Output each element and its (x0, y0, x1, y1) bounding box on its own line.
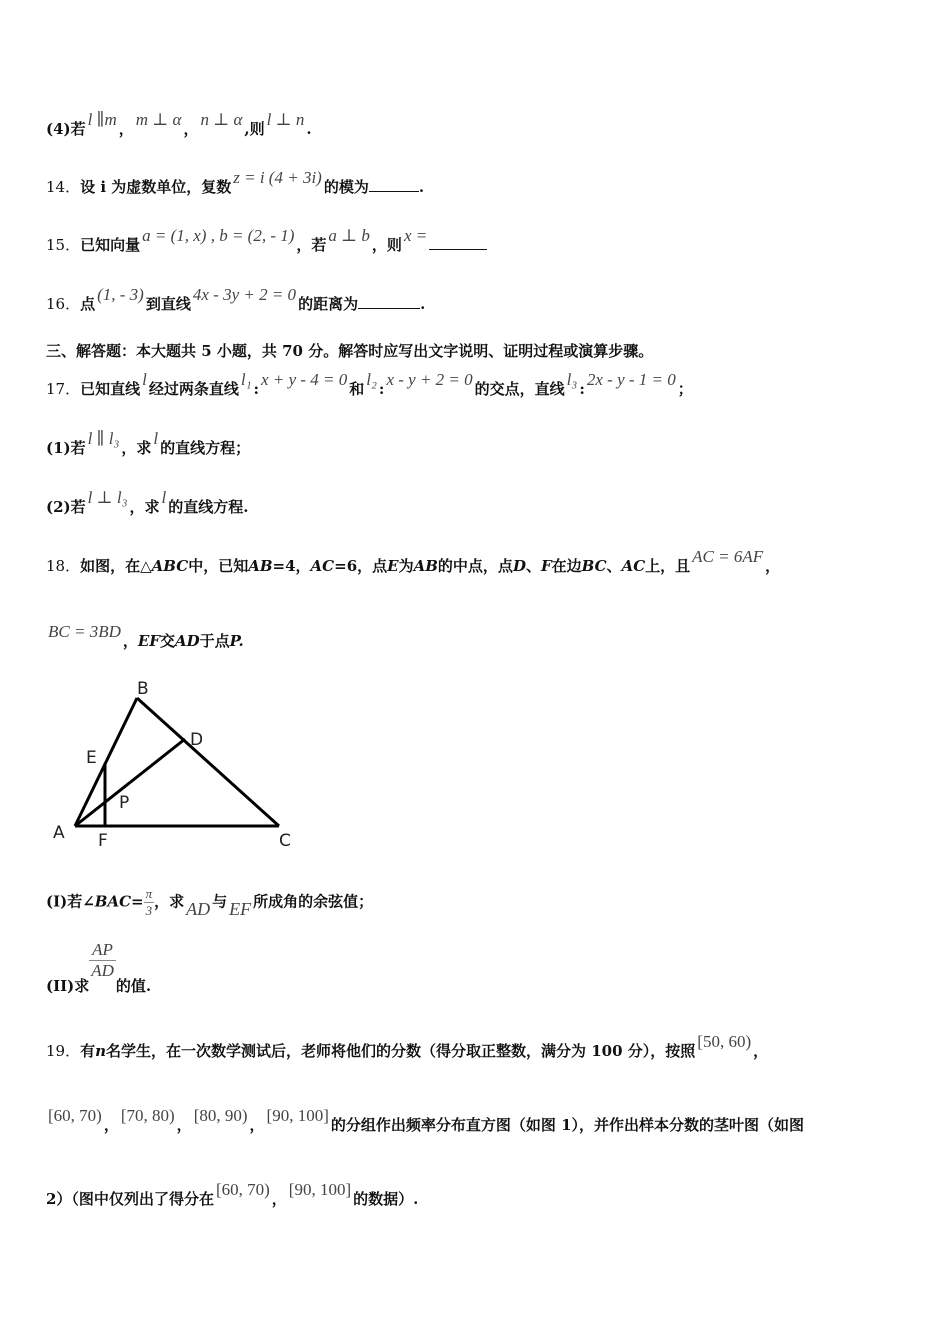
q17-math-l2: l₂ (366, 370, 377, 389)
math-n-perp-alpha: n ⊥ α (200, 110, 243, 129)
fraction-ap-over-ad (89, 940, 116, 981)
interval-50-60: [50, 60) (697, 1032, 752, 1051)
q17-math-l3: l₃ (566, 370, 578, 389)
q17-p2-math-l: l (161, 488, 167, 507)
q15-math-x: x = (403, 226, 428, 245)
q19-text3: 的分组作出频率分布直方图（如图 1），并作出样本分数的茎叶图（如图 (330, 1116, 805, 1134)
q17-math-l: l (142, 370, 147, 389)
frac-top: AP (89, 940, 116, 961)
q18-math-bc-3bd: BC = 3BD (48, 622, 121, 641)
q18-p2-prefix: (II)求 (46, 976, 90, 995)
label-p: P (119, 793, 130, 813)
q19-n: n (95, 1042, 107, 1060)
q18-p1-and: 与 (212, 892, 228, 911)
q18-text-c: 为 (398, 557, 414, 575)
label-c: C (279, 831, 291, 851)
q18-line2-c: 于点 (199, 632, 230, 650)
math-l-parallel-m: l ∥m (87, 110, 117, 129)
q18-bc: BC (581, 557, 607, 575)
frac-bottom: AD (91, 961, 114, 980)
q19-text1: 有 (80, 1042, 96, 1060)
q17-p1-math-l: l (153, 429, 159, 448)
vector-ad: AD (186, 898, 211, 919)
q16-text: 点 (80, 295, 96, 313)
q14-end: . (418, 178, 425, 196)
q15-text: 已知向量 (80, 236, 141, 254)
q17-p2-suffix: 的直线方程. (168, 498, 249, 516)
q18-d: D (512, 557, 526, 575)
q19-text4: 2）（图中仅列出了得分在 (46, 1190, 214, 1208)
q17-p1-text: ，求 (121, 439, 152, 457)
q19-comma1: ， (103, 1116, 119, 1134)
q17-p2-text: ，求 (129, 498, 160, 516)
q18-comma: ， (765, 557, 781, 575)
q15-math-perp: a ⊥ b (328, 226, 370, 245)
q19-comma3: ， (249, 1116, 265, 1134)
q17-math-l1: l₁ (240, 370, 252, 389)
triangle-figure (48, 672, 308, 852)
q18-ab: AB (248, 557, 273, 575)
q17-p1-suffix: 的直线方程； (160, 439, 251, 457)
prev-then: ,则 (244, 120, 265, 138)
label-a: A (53, 823, 65, 843)
question-14 (46, 168, 425, 197)
q18-ad: AD (174, 632, 200, 650)
q18-p2-end: 的值. (115, 976, 152, 995)
q18-abc: ABC (151, 557, 189, 575)
q17-part-1 (46, 429, 251, 458)
frac-bottom: 3 (145, 903, 153, 918)
q17-colon2: : (378, 380, 385, 398)
q17-number: 17． (46, 380, 81, 398)
q18-ac: AC (310, 557, 335, 575)
label-e: E (86, 748, 97, 768)
q16-math-point: (1, - 3) (97, 285, 144, 304)
interval-60-70-b: [60, 70) (215, 1180, 270, 1199)
q18-eq6: =6，点 (334, 557, 388, 575)
q18-text-a: 如图，在△ (80, 557, 152, 575)
frac-top: π (145, 886, 153, 901)
q19-comma4: ， (271, 1190, 287, 1208)
q17-p1-math: l ∥ l₃ (87, 429, 120, 448)
q15-math-vectors: a = (1, x) , b = (2, - 1) (142, 226, 295, 245)
interval-70-80: [70, 80) (120, 1106, 175, 1125)
q18-text-b: 中，已知 (188, 557, 249, 575)
q18-number: 18． (46, 557, 81, 575)
question-17 (46, 370, 693, 399)
q16-text3: 的距离为 (298, 295, 359, 313)
q18-sep: 、 (525, 557, 541, 575)
q17-text1: 已知直线 (80, 380, 141, 398)
q17-math-eq3: 2x - y - 1 = 0 (586, 370, 676, 389)
q16-math-line: 4x - 3y + 2 = 0 (192, 285, 297, 304)
q18-eq4: =4， (272, 557, 311, 575)
q19-comma0: ， (753, 1042, 769, 1060)
q14-text2: 的模为 (323, 178, 369, 196)
q17-colon3: : (579, 380, 585, 398)
q14-text: 设 i 为虚数单位，复数 (80, 178, 232, 196)
q18-p1-eq: = (131, 892, 144, 911)
q18-ac2: AC (621, 557, 646, 575)
q17-part-2 (46, 488, 249, 517)
q14-answer-blank[interactable] (369, 177, 419, 192)
q15-text2: ，若 (296, 236, 327, 254)
vector-ef: EF (229, 898, 252, 919)
math-l-perp-n: l ⊥ n (266, 110, 305, 129)
q14-math: z = i (4 + 3i) (233, 168, 322, 187)
question-18-line1 (46, 547, 781, 576)
label-b: B (137, 679, 149, 699)
q18-ab2: AB (413, 557, 438, 575)
q18-sep2: 、 (606, 557, 622, 575)
label-f: F (98, 831, 108, 851)
q18-text-e: 在边 (551, 557, 582, 575)
q17-p1-prefix: (1)若 (46, 439, 86, 457)
prev-item-4: (4)若 l ∥m ， m ⊥ α ， n ⊥ α ,则 l ⊥ n . (46, 110, 312, 138)
q17-math-eq1: x + y - 4 = 0 (261, 370, 348, 389)
section-3-heading: 三、解答题：本大题共 5 小题，共 70 分。解答时应写出文字说明、证明过程或演算步骤。 (46, 342, 654, 360)
q16-text2: 到直线 (145, 295, 191, 313)
prev-prefix: (4)若 (46, 120, 86, 138)
q16-answer-blank[interactable] (358, 294, 420, 309)
q18-part-2 (46, 940, 152, 995)
q18-ef: EF (137, 632, 160, 650)
q16-number: 16． (46, 295, 81, 313)
q19-text2: 名学生，在一次数学测试后，老师将他们的分数（得分取正整数，满分为 100 分），按照 (106, 1042, 696, 1060)
q19-comma2: ， (176, 1116, 192, 1134)
q17-p2-math: l ⊥ l₃ (87, 488, 128, 507)
q18-p1-bac: BAC (94, 892, 132, 911)
question-19-line2 (46, 1106, 805, 1135)
fraction-pi-over-3 (144, 886, 155, 919)
q18-f: F (540, 557, 552, 575)
q15-number: 15． (46, 236, 81, 254)
interval-90-100-b: [90, 100] (288, 1180, 352, 1199)
q18-p: P. (229, 632, 244, 650)
q18-line2-a: ， (122, 632, 138, 650)
interval-60-70: [60, 70) (48, 1106, 102, 1125)
q15-answer-blank[interactable] (429, 235, 487, 250)
q19-number: 19． (46, 1042, 81, 1060)
q18-line2-b: 交 (159, 632, 175, 650)
question-19-line1 (46, 1032, 769, 1061)
q17-math-eq2: x - y + 2 = 0 (386, 370, 473, 389)
q17-text3: 和 (349, 380, 365, 398)
prev-end: . (306, 120, 312, 138)
q18-p1-text: ，求 (154, 892, 185, 911)
question-16 (46, 285, 426, 314)
q18-text-f: 上，且 (645, 557, 691, 575)
q18-p1-prefix: (I)若∠ (46, 892, 95, 911)
interval-80-90: [80, 90) (193, 1106, 248, 1125)
question-19-line3 (46, 1180, 419, 1209)
q17-colon1: : (253, 380, 260, 398)
interval-90-100: [90, 100] (266, 1106, 329, 1125)
q17-text4: 的交点，直线 (474, 380, 565, 398)
q18-e: E (387, 557, 399, 575)
q16-end: . (420, 295, 426, 313)
q18-part-1 (46, 886, 373, 919)
q19-text5: 的数据）. (353, 1190, 419, 1208)
q14-number: 14． (46, 178, 81, 196)
q15-text3: ，则 (371, 236, 402, 254)
question-15 (46, 226, 487, 255)
q17-end: ； (677, 380, 693, 398)
q18-p1-end: 所成角的余弦值； (253, 892, 374, 911)
q18-text-d: 的中点，点 (437, 557, 513, 575)
q18-math-ac-6af: AC = 6AF (692, 547, 764, 566)
q17-text2: 经过两条直线 (148, 380, 239, 398)
q17-p2-prefix: (2)若 (46, 498, 86, 516)
question-18-line2 (46, 622, 244, 651)
math-m-perp-alpha: m ⊥ α (135, 110, 182, 129)
label-d: D (190, 730, 204, 750)
